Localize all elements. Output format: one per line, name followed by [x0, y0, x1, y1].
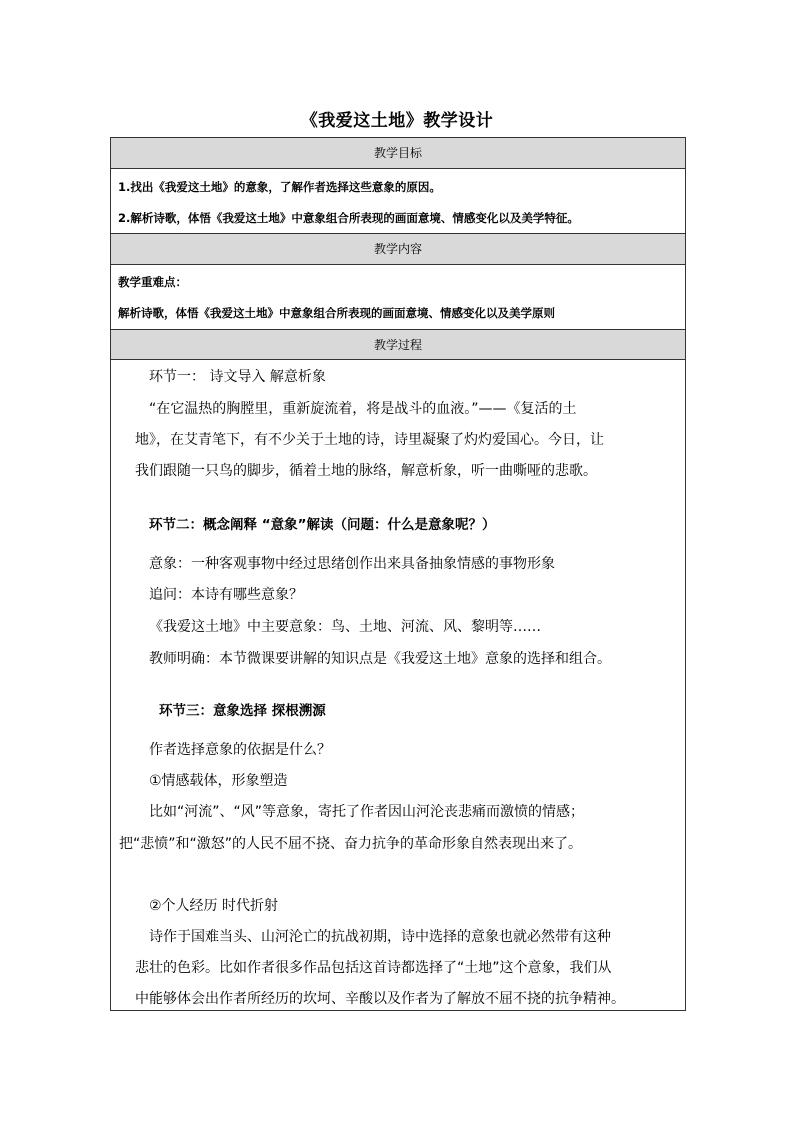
- step1-line: “在它温热的胸膛里，重新旋流着，将是战斗的血液。”——《复活的土: [149, 401, 577, 417]
- step1-heading: 环节一： 诗文导入 解意析象: [149, 369, 326, 385]
- point2-title: ②个人经历 时代折射: [149, 898, 279, 914]
- point2-line: 中能够体会出作者所经历的坎坷、辛酸以及作者为了解放不屈不挠的抗争精神。: [135, 991, 625, 1007]
- step1-line: 我们跟随一只鸟的脚步，循着土地的脉络，解意析象，听一曲嘶哑的悲歌。: [135, 463, 597, 479]
- step2-line: 意象：一种客观事物中经过思绪创作出来具备抽象情感的事物形象: [149, 556, 555, 572]
- step3-heading: 环节三：意象选择 探根溯源: [159, 703, 326, 719]
- point2-line: 悲壮的色彩。比如作者很多作品包括这首诗都选择了“土地”这个意象，我们从: [135, 960, 612, 976]
- step3-question: 作者选择意象的依据是什么？: [149, 742, 331, 758]
- step2-heading: 环节二：概念阐释 “意象”解读（问题：什么是意象呢？）: [149, 517, 496, 533]
- lesson-table: [110, 137, 686, 1011]
- goal-item-2: 2.解析诗歌，体悟《我爱这土地》中意象组合所表现的画面意境、情感变化以及美学特征。: [118, 211, 579, 225]
- step2-line: 《我爱这土地》中主要意象：鸟、土地、河流、风、黎明等……: [149, 619, 541, 635]
- section-header-content: 教学内容: [111, 234, 685, 265]
- step1-line: 地》，在艾青笔下，有不少关于土地的诗，诗里凝聚了灼灼爱国心。今日，让: [135, 432, 604, 448]
- point1-line: 比如“河流”、“风”等意象，寄托了作者因山河沦丧悲痛而激愤的情感；: [149, 804, 585, 820]
- section-header-process: 教学过程: [111, 330, 685, 360]
- document-title: 《我爱这土地》教学设计: [300, 111, 494, 131]
- step2-line: 教师明确：本节微课要讲解的知识点是《我爱这土地》意象的选择和组合。: [149, 651, 611, 667]
- goal-item-1: 1.找出《我爱这土地》的意象，了解作者选择这些意象的原因。: [118, 180, 441, 194]
- step2-line: 追问：本诗有哪些意象？: [149, 587, 303, 603]
- point1-title: ①情感载体，形象塑造: [149, 773, 288, 789]
- point1-line: 把“悲愤”和“激怒”的人民不屈不挠、奋力抗争的革命形象自然表现出来了。: [119, 836, 583, 852]
- key-points-text: 解析诗歌，体悟《我爱这土地》中意象组合所表现的画面意境、情感变化以及美学原则: [118, 306, 555, 320]
- section-header-goals: 教学目标: [111, 138, 685, 169]
- key-points-label: 教学重难点：: [118, 275, 187, 289]
- point2-line: 诗作于国难当头、山河沦亡的抗战初期，诗中选择的意象也就必然带有这种: [149, 929, 611, 945]
